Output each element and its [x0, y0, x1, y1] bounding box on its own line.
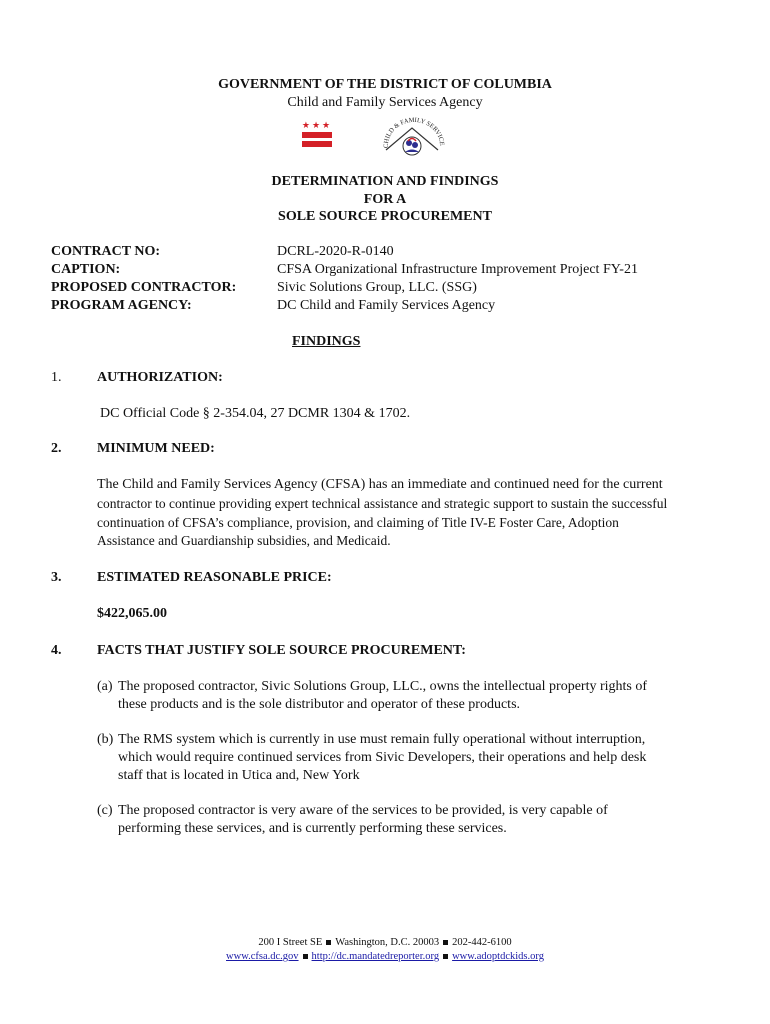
fact-b-line-1: The RMS system which is currently in use must remain fully operational without interruption,: [118, 732, 646, 747]
findings-heading: FINDINGS: [292, 334, 361, 349]
seal-text: CHILD & FAMILY SERVICE: [382, 116, 446, 149]
fact-item-b: [97, 731, 717, 785]
contract-no-value: DCRL-2020-R-0140: [277, 244, 394, 259]
separator-square-icon: [326, 940, 331, 945]
section-2-line-1: The Child and Family Services Agency (CFSA) has an immediate and continued need for the current: [97, 477, 663, 492]
fact-c-line-1: The proposed contractor is very aware of the services to be provided, is very capable of: [118, 803, 608, 818]
separator-square-icon: [443, 954, 448, 959]
fact-b-label: (b): [97, 732, 114, 747]
fact-item-a: [97, 678, 717, 714]
agency-subheading: Child and Family Services Agency: [287, 95, 483, 110]
fact-a-label: (a): [97, 679, 113, 694]
fact-a-line-2: these products and is the sole distributor and operator of these products.: [118, 697, 521, 712]
fact-c-line-2: performing these services, and is currently performing these services.: [118, 821, 507, 836]
footer-link-cfsa[interactable]: www.cfsa.dc.gov: [226, 951, 299, 962]
section-4-number: 4.: [51, 643, 62, 658]
flag-stars: ★★★: [301, 120, 333, 130]
section-2-line-4: Assistance and Guardianship subsidies, and Medicaid.: [97, 533, 391, 548]
section-1-heading: AUTHORIZATION:: [97, 370, 223, 385]
section-2-number: 2.: [51, 441, 62, 456]
fact-item-c: [97, 802, 717, 838]
program-agency-value: DC Child and Family Services Agency: [277, 298, 496, 313]
footer-city: Washington, D.C. 20003: [335, 937, 440, 948]
estimated-price: $422,065.00: [97, 606, 167, 621]
fact-c-label: (c): [97, 803, 113, 818]
fact-b-line-2: which would require continued services from Sivic Developers, their operations and help desk: [118, 750, 647, 765]
program-agency-label: PROGRAM AGENCY:: [51, 298, 192, 313]
footer-link-mandated-reporter[interactable]: http://dc.mandatedreporter.org: [311, 951, 440, 962]
footer-link-adopt-dc-kids[interactable]: www.adoptdckids.org: [452, 951, 544, 962]
caption-value: CFSA Organizational Infrastructure Improvement Project FY-21: [277, 262, 638, 277]
proposed-contractor-label: PROPOSED CONTRACTOR:: [51, 280, 237, 295]
fact-b-line-3: staff that is located in Utica and, New York: [118, 768, 360, 783]
government-heading: GOVERNMENT OF THE DISTRICT OF COLUMBIA: [218, 77, 552, 92]
footer-phone: 202-442-6100: [452, 937, 512, 948]
footer-address-line: [0, 936, 770, 950]
section-3-heading: ESTIMATED REASONABLE PRICE:: [97, 570, 332, 585]
caption-label: CAPTION:: [51, 262, 121, 277]
dc-flag-icon: [300, 120, 334, 148]
section-2-line-3: continuation of CFSA’s compliance, provision, and claiming of Title IV-E Foster Care, Adoption: [97, 515, 619, 530]
section-4-heading: FACTS THAT JUSTIFY SOLE SOURCE PROCUREMENT:: [97, 643, 466, 658]
section-1-text: DC Official Code § 2-354.04, 27 DCMR 1304 & 1702.: [100, 406, 411, 421]
footer-links-line: [0, 950, 770, 964]
contract-no-label: CONTRACT NO:: [51, 244, 161, 259]
footer-address: 200 I Street SE: [258, 937, 323, 948]
section-1-number: 1.: [51, 370, 62, 385]
title-line-3: SOLE SOURCE PROCUREMENT: [278, 209, 492, 224]
section-2-heading: MINIMUM NEED:: [97, 441, 215, 456]
section-2-line-2: contractor to continue providing expert technical assistance and strategic support to sustain the successful: [97, 496, 668, 511]
separator-square-icon: [303, 954, 308, 959]
proposed-contractor-value: Sivic Solutions Group, LLC. (SSG): [277, 280, 477, 295]
separator-square-icon: [443, 940, 448, 945]
section-3-number: 3.: [51, 570, 62, 585]
title-line-2: FOR A: [363, 192, 407, 207]
fact-a-line-1: The proposed contractor, Sivic Solutions Group, LLC., owns the intellectual property rights of: [118, 679, 648, 694]
cfsa-seal-logo: [378, 114, 448, 160]
title-line-1: DETERMINATION AND FINDINGS: [271, 174, 499, 189]
